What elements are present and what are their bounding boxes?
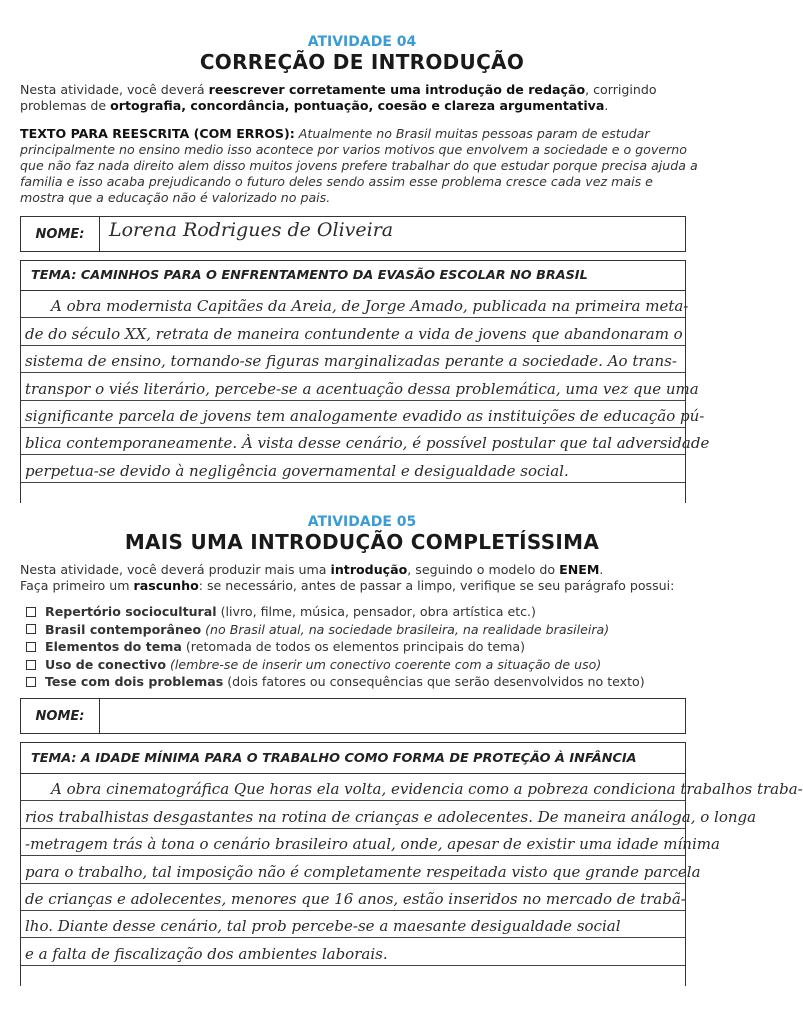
checklist-text: Brasil contemporâneo (no Brasil atual, na sociedade brasileira, na realidade brasileira): [45, 621, 610, 637]
instruction-run: introdução: [330, 562, 408, 577]
essay-1-line: [21, 401, 705, 428]
essay-1-line: [21, 346, 685, 373]
activity-04-label: ATIVIDADE 04: [307, 34, 417, 50]
activity-04-title: CORREÇÃO DE INTRODUÇÃO: [199, 50, 525, 74]
essay-1-handwriting: perpetua-se devido à negligência governamental e desigualdade social.: [25, 461, 569, 480]
essay-2-handwriting: -metragem trás à tona o cenário brasileiro atual, onde, apesar de existir uma idade mínima: [25, 835, 720, 854]
essay-2-handwriting: A obra cinematográfica Que horas ela volta, evidencia como a pobreza condiciona trabalhos traba-: [51, 780, 803, 799]
essay-1-line: [21, 318, 685, 345]
name-label-2: NOME:: [21, 699, 100, 733]
tema-box-1: [20, 260, 686, 291]
writing-area-1: [20, 291, 710, 503]
checkbox-icon[interactable]: [26, 624, 36, 634]
activity-05-label: ATIVIDADE 05: [307, 514, 417, 530]
tema-1: TEMA: CAMINHOS PARA O ENFRENTAMENTO DA EVASÃO ESCOLAR NO BRASIL: [31, 268, 588, 283]
instruction-run: ENEM: [559, 562, 600, 577]
essay-2-line: [21, 801, 757, 828]
activity-05-instructions: [20, 562, 700, 594]
instruction-run: , seguindo o modelo do: [407, 562, 560, 577]
writing-area-2: [20, 774, 803, 986]
checklist-text: Uso de conectivo (lembre-se de inserir um conectivo coerente com a situação de uso): [45, 656, 602, 672]
essay-1-handwriting: significante parcela de jovens tem analogamente evadido as instituições de educação pú-: [25, 406, 705, 425]
instruction-run: Faça primeiro um: [20, 578, 134, 593]
tema-2: TEMA: A IDADE MÍNIMA PARA O TRABALHO COMO FORMA DE PROTEÇÃO À INFÂNCIA: [31, 750, 637, 766]
essay-1-line: [21, 428, 710, 455]
checkbox-icon[interactable]: [26, 677, 36, 687]
essay-1-line: [21, 373, 699, 400]
rewrite-text-block: [20, 126, 700, 206]
student-name-1: Lorena Rodrigues de Oliveira: [109, 219, 394, 241]
essay-2-handwriting: lho. Diante desse cenário, tal prob percebe-se a maesante desigualdade social: [25, 917, 621, 936]
checkbox-icon[interactable]: [26, 607, 36, 617]
checklist-text: Repertório sociocultural (livro, filme, música, pensador, obra artística etc.): [45, 604, 536, 619]
name-box-1: [20, 216, 686, 252]
tema-box-2: [20, 742, 686, 774]
essay-2-line: [21, 884, 685, 911]
essay-2-handwriting: e a falta de fiscalização dos ambientes laborais.: [25, 944, 388, 963]
essay-1-handwriting: blica contemporaneamente. À vista desse cenário, é possível postular que tal adversidade: [25, 434, 710, 453]
rewrite-label: TEXTO PARA REESCRITA (COM ERROS):: [20, 126, 295, 141]
activity-04-instructions: [20, 82, 700, 114]
instruction-run: , corrigindo problemas de: [20, 82, 657, 113]
instruction-run: .: [599, 562, 604, 577]
instruction-run: reescrever corretamente uma introdução de redação: [208, 82, 586, 97]
activity-05-title: MAIS UMA INTRODUÇÃO COMPLETÍSSIMA: [124, 530, 600, 554]
essay-2-line: [21, 829, 720, 856]
essay-2-handwriting: para o trabalho, tal imposição não é completamente respeitada visto que grande parcela: [25, 862, 701, 881]
essay-1-line: [21, 455, 685, 482]
instruction-run: : se necessário, antes de passar a limpo, verifique se seu parágrafo possui:: [198, 578, 675, 593]
checklist-item: [26, 656, 706, 674]
essay-1-handwriting: A obra modernista Capitães da Areia, de Jorge Amado, publicada na primeira meta-: [51, 297, 689, 316]
instruction-run: .: [604, 98, 609, 113]
name-box-2: [20, 698, 686, 734]
essay-2-line: [21, 856, 701, 883]
instruction-run: rascunho: [133, 578, 199, 593]
checklist-text: Tese com dois problemas (dois fatores ou consequências que serão desenvolvidos no texto): [45, 674, 645, 690]
essay-2-line: [21, 774, 803, 801]
essay-1-line: [21, 291, 689, 318]
essay-2-line: [21, 911, 685, 938]
checklist-item: [26, 638, 706, 656]
essay-2-handwriting: de crianças e adolecentes, menores que 16 anos, estão inseridos no mercado de trabã-: [25, 889, 686, 908]
essay-2-handwriting: rios trabalhistas desgastantes na rotina de crianças e adolecentes. De maneira análoga, o longa: [25, 807, 757, 826]
essay-1-handwriting: transpor o viés literário, percebe-se a acentuação dessa problemática, uma vez que uma: [25, 379, 699, 398]
checkbox-icon[interactable]: [26, 660, 36, 670]
essay-1-handwriting: de do século XX, retrata de maneira contundente a vida de jovens que abandonaram o: [25, 324, 683, 343]
checklist: [26, 603, 706, 691]
name-label-1: NOME:: [21, 217, 100, 251]
essay-2-line: [21, 938, 685, 965]
instruction-run: ortografia, concordância, pontuação, coesão e clareza argumentativa: [110, 98, 605, 113]
checklist-item: [26, 603, 706, 621]
checklist-text: Elementos do tema (retomada de todos os elementos principais do tema): [45, 639, 526, 655]
checkbox-icon[interactable]: [26, 642, 36, 652]
essay-1-handwriting: sistema de ensino, tornando-se figuras marginalizadas perante a sociedade. Ao trans-: [25, 352, 677, 371]
instruction-run: Nesta atividade, você deverá: [20, 82, 209, 97]
instruction-run: Nesta atividade, você deverá produzir mais uma: [20, 562, 331, 577]
checklist-item: [26, 621, 706, 639]
rewrite-text: Atualmente no Brasil muitas pessoas param de estudar principalmente no ensino medio isso acontece por varios motivos que envolvem a sociedade e o governo que não faz nada direito alem disso muitos jovens prefere trabalhar do que estudar porque precisa ajuda a familia e isso acaba prejudicando o futuro deles sendo assim esse problema cresce cada vez mais e mostra que a educação não é valorizado no pais.: [20, 126, 698, 205]
checklist-item: [26, 673, 706, 691]
